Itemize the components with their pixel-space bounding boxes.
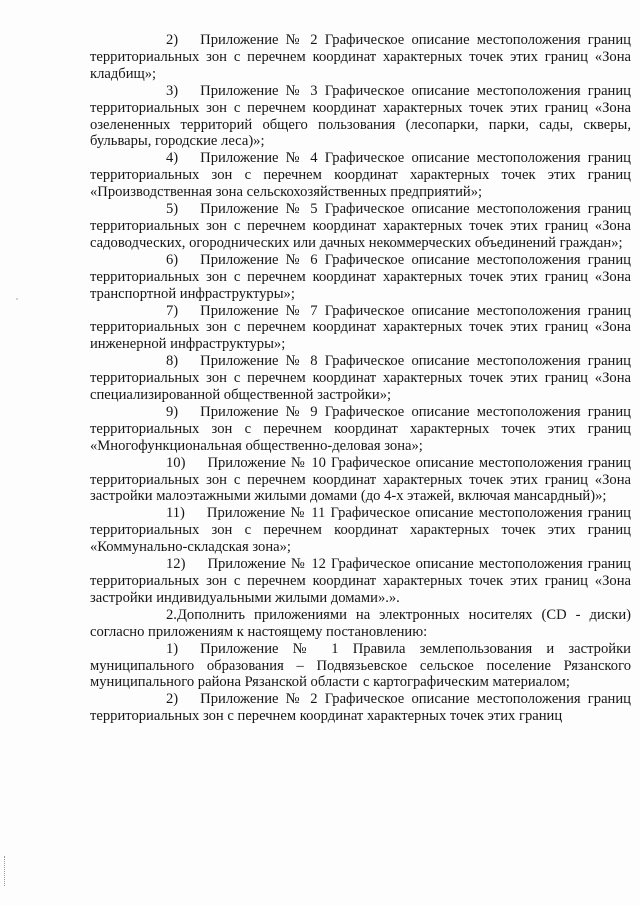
item-text: Приложение № 8 Графическое описание местоположения границ территориальных зон с перечнем координат характерных точек этих границ «Зона специализированной общественной застройки»; [90,353,631,404]
item-text: Приложение № 7 Графическое описание местоположения границ территориальных зон с перечнем координат характерных точек этих границ «Зона инженерной инфраструктуры»; [90,302,631,353]
item-number: 8) [166,353,179,370]
item-text: Приложение № 2 Графическое описание местоположения границ территориальных зон с перечнем координат характерных точек этих границ «Зона кладбищ»; [90,32,631,82]
item-text: Приложение № 6 Графическое описание местоположения границ территориальных зон с перечнем координат характерных точек этих границ «Зона транспортной инфраструктуры»; [90,251,631,302]
item-text: Приложение № 12 Графическое описание местоположения границ территориальных зон с перечнем координат характерных точек этих границ «Зона застройки индивидуальными жилыми домами».». [90,556,631,606]
list-item [90,641,631,692]
item-number: 2) [166,32,179,48]
item-number: 3) [166,82,179,99]
item-number: 4) [166,150,179,167]
list-item [90,150,631,201]
list-item [90,353,631,404]
item-text: Приложение № 2 Графическое описание местоположения границ территориальных зон с перечнем координат характерных точек этих границ [90,691,631,725]
list-item [90,201,631,252]
item-number: 5) [166,201,179,218]
item-number: 7) [166,302,179,319]
item-text: Приложение № 4 Графическое описание местоположения границ территориальных зон с перечнем координат характерных точек этих границ «Производственная зона сельскохозяйственных предприятий»; [90,150,631,201]
item-text: Приложение № 11 Графическое описание местоположения границ территориальных зон с перечнем координат характерных точек этих границ «Коммунально-складская зона»; [90,505,631,556]
item-number: 2) [166,691,179,708]
item-number: 1) [166,640,179,657]
scan-speck [16,298,18,300]
list-item [90,252,631,303]
list-item [90,404,631,455]
item-text: Приложение № 10 Графическое описание местоположения границ территориальных зон с перечнем координат характерных точек этих границ «Зона застройки малоэтажными жилыми домами (до 4-х этажей, включая мансардный)»; [90,454,631,505]
scan-margin-marks [4,856,9,886]
list-item [90,32,631,83]
section-paragraph [90,607,631,641]
list-item [90,455,631,506]
item-number: 9) [166,403,179,420]
item-text: Приложение № 5 Графическое описание местоположения границ территориальных зон с перечнем координат характерных точек этих границ «Зона садоводческих, огороднических или дачных некоммерческих объединений граждан»; [90,201,631,251]
item-text: Приложение № 3 Графическое описание местоположения границ территориальных зон с перечнем координат характерных точек этих границ «Зона озелененных территорий общего пользования (лесопарки, парки, сады, скверы, бульвары, городские леса)»; [90,82,631,150]
list-item [90,691,631,725]
document-body [90,32,631,725]
item-number: 12) [166,556,186,573]
item-text: Приложение № 9 Графическое описание местоположения границ территориальных зон с перечнем координат характерных точек этих границ «Многофункциональная общественно-деловая зона»; [90,403,631,454]
list-item [90,83,631,151]
item-number: 11) [166,505,185,522]
list-item [90,505,631,556]
section-number: 2. [166,606,177,623]
list-item [90,303,631,354]
section-text: Дополнить приложениями на электронных носителях (CD - диски) согласно приложениям к настоящему постановлению: [90,606,631,640]
item-number: 10) [166,454,186,471]
list-item [90,556,631,607]
item-text: Приложение № 1 Правила землепользования и застройки муниципального образования – Подвязьевское сельское поселение Рязанского муниципального района Рязанской области с картографическим материалом; [90,640,631,691]
item-number: 6) [166,251,179,268]
